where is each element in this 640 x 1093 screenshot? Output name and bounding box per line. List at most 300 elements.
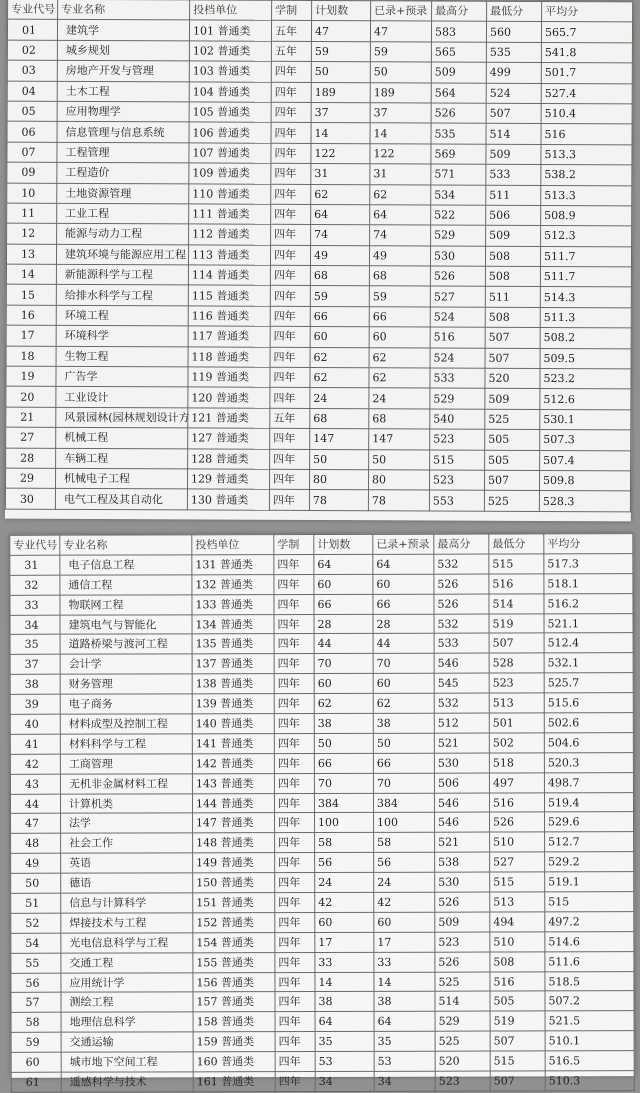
cell-program-length: 四年: [275, 952, 315, 972]
cell-admission-unit: 104 普通类: [189, 81, 271, 102]
cell-avg-score: 509.8: [539, 470, 630, 491]
table-row: [11, 1031, 634, 1053]
cell-min-score: 524: [486, 83, 541, 104]
header-program-length: 学制: [272, 0, 312, 21]
cell-admitted-count: 80: [368, 470, 429, 491]
cell-program-length: 四年: [275, 1052, 315, 1072]
table-row: [7, 183, 632, 206]
header-plan-count: 计划数: [314, 534, 373, 554]
header-avg-score: 平均分: [542, 1, 633, 22]
cell-major-name: 交通工程: [61, 953, 193, 973]
cell-major-code: 35: [10, 635, 60, 655]
cell-admitted-count: 59: [370, 42, 431, 63]
cell-program-length: 四年: [274, 554, 314, 574]
cell-major-code: 33: [10, 595, 60, 615]
cell-plan-count: 58: [315, 833, 374, 853]
cell-major-code: 12: [7, 223, 57, 244]
cell-max-score: 540: [430, 409, 485, 430]
table-row: [7, 81, 632, 104]
cell-program-length: 四年: [275, 1072, 315, 1092]
header-major-code: 专业代号: [10, 535, 60, 555]
cell-major-code: 55: [11, 953, 61, 973]
cell-major-name: 遥感科学与技术: [61, 1072, 193, 1092]
cell-plan-count: 59: [311, 41, 370, 62]
cell-program-length: 四年: [275, 1032, 315, 1052]
cell-admission-unit: 150 普通类: [193, 873, 275, 893]
table-row: [7, 223, 632, 246]
cell-min-score: 528: [489, 653, 544, 673]
cell-admitted-count: 31: [370, 164, 431, 185]
table-row: [6, 427, 631, 450]
cell-program-length: 四年: [271, 123, 311, 144]
cell-major-name: 工业设计: [56, 387, 188, 408]
table-row: [10, 633, 633, 655]
cell-avg-score: 508.9: [541, 205, 632, 226]
cell-max-score: 524: [430, 307, 485, 328]
cell-admission-unit: 155 普通类: [193, 952, 275, 972]
table-row: [11, 912, 634, 934]
table-row: [10, 772, 633, 794]
cell-program-length: 四年: [271, 204, 311, 225]
cell-min-score: 505: [490, 991, 545, 1011]
cell-max-score: 515: [430, 450, 485, 471]
cell-major-code: 21: [6, 407, 56, 428]
header-max-score: 最高分: [432, 1, 487, 22]
cell-max-score: 533: [430, 368, 485, 389]
cell-major-name: 生物工程: [56, 346, 188, 367]
cell-admitted-count: 68: [369, 409, 430, 430]
cell-min-score: 494: [490, 912, 545, 932]
cell-major-name: 道路桥梁与渡河工程: [60, 634, 192, 654]
cell-min-score: 513: [490, 892, 545, 912]
cell-min-score: 516: [489, 792, 544, 812]
cell-avg-score: 509.5: [540, 348, 631, 369]
cell-admission-unit: 137 普通类: [192, 654, 274, 674]
cell-program-length: 四年: [275, 912, 315, 932]
cell-max-score: 529: [435, 1011, 490, 1031]
cell-major-code: 03: [7, 60, 57, 81]
cell-plan-count: 42: [315, 892, 374, 912]
cell-admitted-count: 14: [370, 123, 431, 144]
cell-avg-score: 519.4: [544, 792, 633, 812]
cell-plan-count: 24: [310, 388, 369, 409]
cell-admission-unit: 110 普通类: [189, 183, 271, 204]
cell-avg-score: 521.5: [545, 1011, 634, 1031]
table-row: [6, 325, 631, 348]
cell-max-score: 509: [435, 912, 490, 932]
header-program-length: 学制: [274, 535, 314, 555]
cell-admitted-count: 49: [369, 245, 430, 266]
cell-program-length: 四年: [270, 245, 310, 266]
cell-admitted-count: 38: [373, 713, 434, 733]
cell-admission-unit: 130 普通类: [187, 489, 269, 510]
cell-major-name: 建筑学: [57, 20, 189, 41]
cell-min-score: 535: [486, 42, 541, 63]
table-row: [6, 285, 631, 308]
table-row: [11, 971, 634, 993]
cell-admitted-count: 56: [374, 852, 435, 872]
cell-max-score: 526: [435, 952, 490, 972]
cell-plan-count: 31: [311, 164, 370, 185]
header-major-name: 专业名称: [60, 535, 192, 555]
cell-plan-count: 62: [310, 347, 369, 368]
cell-max-score: 532: [434, 693, 489, 713]
cell-plan-count: 70: [314, 654, 373, 674]
cell-plan-count: 14: [311, 123, 370, 144]
cell-program-length: 四年: [275, 932, 315, 952]
table-row: [10, 573, 633, 595]
cell-major-code: 28: [6, 448, 56, 469]
cell-admission-unit: 114 普通类: [188, 265, 270, 286]
cell-admission-unit: 133 普通类: [192, 594, 274, 614]
cell-major-code: 29: [5, 468, 55, 489]
cell-admission-unit: 109 普通类: [189, 163, 271, 184]
admission-score-table-1: [5, 0, 633, 512]
cell-avg-score: 516: [541, 124, 632, 145]
cell-program-length: 四年: [269, 469, 309, 490]
cell-plan-count: 50: [310, 449, 369, 470]
cell-major-code: 44: [10, 794, 60, 814]
cell-admission-unit: 139 普通类: [192, 694, 274, 714]
cell-min-score: 507: [485, 327, 540, 348]
cell-admission-unit: 119 普通类: [188, 367, 270, 388]
cell-major-code: 54: [11, 933, 61, 953]
cell-admission-unit: 102 普通类: [189, 41, 271, 62]
cell-program-length: 四年: [274, 714, 314, 734]
cell-major-name: 光电信息科学与工程: [61, 933, 193, 953]
cell-plan-count: 70: [314, 773, 373, 793]
cell-avg-score: 497.2: [545, 912, 634, 932]
cell-avg-score: 511.6: [545, 951, 634, 971]
cell-max-score: 529: [431, 225, 486, 246]
cell-plan-count: 50: [311, 62, 370, 83]
cell-major-code: 01: [7, 20, 57, 41]
cell-avg-score: 504.6: [544, 733, 633, 753]
cell-major-name: 土木工程: [57, 81, 189, 102]
cell-max-score: 526: [434, 574, 489, 594]
cell-max-score: 514: [435, 992, 490, 1012]
cell-avg-score: 517.3: [544, 554, 633, 574]
cell-program-length: 四年: [274, 793, 314, 813]
cell-program-length: 四年: [270, 265, 310, 286]
cell-min-score: 509: [486, 226, 541, 247]
cell-admission-unit: 143 普通类: [192, 773, 274, 793]
cell-max-score: 524: [430, 348, 485, 369]
header-admitted-count: 已录+预录: [371, 1, 432, 22]
cell-program-length: 四年: [275, 972, 315, 992]
cell-avg-score: 502.6: [544, 713, 633, 733]
cell-max-score: 532: [434, 614, 489, 634]
header-min-score: 最低分: [489, 534, 544, 554]
cell-program-length: 四年: [270, 347, 310, 368]
cell-major-name: 工业工程: [57, 203, 189, 224]
cell-program-length: 五年: [271, 21, 311, 42]
cell-admission-unit: 112 普通类: [189, 224, 271, 245]
cell-admitted-count: 42: [374, 892, 435, 912]
cell-admission-unit: 129 普通类: [187, 469, 269, 490]
cell-major-name: 新能源科学与工程: [56, 264, 188, 285]
cell-avg-score: 538.2: [541, 165, 632, 186]
cell-avg-score: 530.1: [540, 409, 631, 430]
cell-major-name: 计算机类: [60, 793, 192, 813]
cell-min-score: 519: [489, 613, 544, 633]
admission-score-table-2: [9, 533, 634, 1093]
cell-major-code: 34: [10, 615, 60, 635]
cell-major-name: 城乡规划: [57, 40, 189, 61]
cell-plan-count: 34: [315, 1071, 374, 1091]
cell-min-score: 525: [484, 491, 539, 512]
cell-admitted-count: 100: [374, 813, 435, 833]
cell-major-code: 16: [6, 305, 56, 326]
cell-major-name: 应用统计学: [61, 972, 193, 992]
cell-major-code: 49: [11, 853, 61, 873]
table-row: [5, 468, 630, 491]
cell-admission-unit: 120 普通类: [188, 387, 270, 408]
cell-max-score: 523: [430, 429, 485, 450]
cell-max-score: 522: [431, 205, 486, 226]
cell-major-code: 27: [6, 427, 56, 448]
cell-max-score: 521: [435, 832, 490, 852]
cell-max-score: 546: [435, 813, 490, 833]
cell-program-length: 四年: [271, 184, 311, 205]
cell-plan-count: 189: [311, 82, 370, 103]
cell-major-code: 18: [6, 346, 56, 367]
cell-admitted-count: 64: [373, 554, 434, 574]
cell-plan-count: 35: [315, 1032, 374, 1052]
cell-plan-count: 49: [310, 245, 369, 266]
cell-max-score: 545: [434, 673, 489, 693]
header-admitted-count: 已录+预录: [373, 534, 434, 554]
cell-avg-score: 527.4: [541, 83, 632, 104]
cell-major-code: 47: [11, 814, 61, 834]
table-row: [10, 713, 633, 735]
cell-major-name: 交通运输: [61, 1032, 193, 1052]
table-row: [7, 101, 632, 124]
cell-min-score: 507: [484, 470, 539, 491]
table-row: [11, 1051, 634, 1073]
cell-avg-score: 515.6: [544, 693, 633, 713]
cell-admission-unit: 160 普通类: [193, 1052, 275, 1072]
cell-max-score: 538: [435, 852, 490, 872]
cell-admission-unit: 157 普通类: [193, 992, 275, 1012]
table-row: [10, 593, 633, 615]
header-admission-unit: 投档单位: [190, 0, 272, 21]
cell-avg-score: 511.3: [540, 307, 631, 328]
cell-major-name: 环境科学: [56, 326, 188, 347]
cell-admission-unit: 134 普通类: [192, 614, 274, 634]
cell-admitted-count: 34: [374, 1071, 435, 1091]
table-row: [7, 20, 632, 43]
cell-max-score: 532: [434, 554, 489, 574]
cell-avg-score: 501.7: [541, 63, 632, 84]
cell-admission-unit: 158 普通类: [193, 1012, 275, 1032]
cell-program-length: 四年: [270, 327, 310, 348]
cell-min-score: 506: [486, 205, 541, 226]
cell-min-score: 523: [489, 673, 544, 693]
cell-max-score: 523: [435, 1071, 490, 1091]
cell-min-score: 505: [485, 429, 540, 450]
header-plan-count: 计划数: [312, 0, 371, 21]
cell-min-score: 514: [489, 594, 544, 614]
table-row: [6, 448, 631, 471]
cell-admission-unit: 156 普通类: [193, 972, 275, 992]
cell-min-score: 508: [485, 266, 540, 287]
cell-major-code: 32: [10, 575, 60, 595]
cell-major-code: 43: [10, 774, 60, 794]
cell-plan-count: 100: [315, 813, 374, 833]
cell-admitted-count: 78: [368, 490, 429, 511]
cell-major-code: 14: [6, 264, 56, 285]
cell-plan-count: 56: [315, 853, 374, 873]
table-row: [11, 1011, 634, 1033]
cell-admission-unit: 141 普通类: [192, 734, 274, 754]
cell-plan-count: 50: [314, 733, 373, 753]
cell-major-name: 电气工程及其自动化: [55, 489, 187, 510]
cell-admission-unit: 128 普通类: [188, 449, 270, 470]
cell-max-score: 520: [435, 1051, 490, 1071]
cell-admitted-count: 70: [373, 773, 434, 793]
cell-avg-score: 565.7: [541, 22, 632, 43]
cell-avg-score: 516.5: [545, 1051, 634, 1071]
cell-plan-count: 64: [311, 204, 370, 225]
cell-admission-unit: 111 普通类: [189, 204, 271, 225]
cell-major-name: 机械工程: [56, 428, 188, 449]
table-row: [11, 931, 634, 953]
cell-admitted-count: 28: [373, 614, 434, 634]
cell-major-name: 焊接技术与工程: [61, 913, 193, 933]
cell-avg-score: 528.3: [539, 491, 630, 512]
cell-major-code: 02: [7, 40, 57, 61]
cell-major-code: 04: [7, 81, 57, 102]
cell-admission-unit: 159 普通类: [193, 1032, 275, 1052]
cell-plan-count: 74: [311, 225, 370, 246]
cell-program-length: 四年: [271, 225, 311, 246]
cell-plan-count: 62: [311, 184, 370, 205]
cell-avg-score: 518.5: [545, 971, 634, 991]
cell-admitted-count: 62: [369, 368, 430, 389]
cell-admission-unit: 152 普通类: [193, 913, 275, 933]
cell-major-name: 电子商务: [60, 694, 192, 714]
cell-admitted-count: 122: [370, 143, 431, 164]
cell-major-name: 给排水科学与工程: [56, 285, 188, 306]
cell-admission-unit: 147 普通类: [193, 813, 275, 833]
cell-program-length: 四年: [275, 853, 315, 873]
cell-max-score: 546: [434, 793, 489, 813]
cell-major-name: 社会工作: [61, 833, 193, 853]
header-max-score: 最高分: [434, 534, 489, 554]
cell-admitted-count: 147: [369, 429, 430, 450]
cell-major-name: 通信工程: [60, 575, 192, 595]
cell-admitted-count: 50: [373, 733, 434, 753]
cell-plan-count: 44: [314, 634, 373, 654]
cell-program-length: 五年: [271, 41, 311, 62]
cell-admission-unit: 116 普通类: [188, 306, 270, 327]
cell-avg-score: 507.4: [540, 450, 631, 471]
table-row: [11, 951, 634, 973]
cell-major-code: 40: [10, 714, 60, 734]
cell-plan-count: 62: [310, 367, 369, 388]
cell-admitted-count: 70: [373, 654, 434, 674]
cell-avg-score: 515: [545, 892, 634, 912]
cell-min-score: 509: [486, 144, 541, 165]
cell-avg-score: 541.8: [541, 42, 632, 63]
cell-max-score: 509: [431, 62, 486, 83]
cell-admitted-count: 37: [370, 103, 431, 124]
cell-admission-unit: 135 普通类: [192, 634, 274, 654]
cell-major-code: 37: [10, 655, 60, 675]
table-row: [6, 305, 631, 328]
cell-max-score: 530: [434, 753, 489, 773]
cell-program-length: 四年: [270, 428, 310, 449]
cell-major-name: 测绘工程: [61, 992, 193, 1012]
cell-plan-count: 147: [310, 429, 369, 450]
cell-admitted-count: 50: [369, 449, 430, 470]
cell-plan-count: 53: [315, 1052, 374, 1072]
cell-max-score: 533: [434, 634, 489, 654]
table-row: [11, 812, 634, 834]
cell-major-name: 环境工程: [56, 305, 188, 326]
cell-admitted-count: 14: [374, 972, 435, 992]
table-row: [11, 991, 634, 1013]
score-sheet-page-1: [5, 0, 633, 521]
cell-admitted-count: 64: [374, 1012, 435, 1032]
cell-program-length: 四年: [274, 594, 314, 614]
cell-admission-unit: 117 普通类: [188, 326, 270, 347]
header-min-score: 最低分: [487, 1, 542, 22]
cell-admitted-count: 44: [373, 634, 434, 654]
cell-min-score: 515: [489, 554, 544, 574]
cell-max-score: 583: [431, 21, 486, 42]
cell-plan-count: 62: [314, 693, 373, 713]
cell-major-name: 城市地下空间工程: [61, 1052, 193, 1072]
cell-admission-unit: 151 普通类: [193, 893, 275, 913]
cell-major-name: 信息管理与信息系统: [57, 122, 189, 143]
cell-major-name: 英语: [61, 853, 193, 873]
cell-min-score: 507: [486, 103, 541, 124]
cell-major-code: 48: [11, 834, 61, 854]
cell-admission-unit: 127 普通类: [188, 428, 270, 449]
cell-major-name: 电子信息工程: [60, 555, 192, 575]
cell-plan-count: 14: [315, 972, 374, 992]
cell-max-score: 523: [429, 470, 484, 491]
cell-admitted-count: 38: [374, 992, 435, 1012]
cell-min-score: 514: [486, 124, 541, 145]
cell-major-code: 30: [5, 489, 55, 510]
cell-admitted-count: 189: [370, 82, 431, 103]
cell-major-code: 60: [11, 1052, 61, 1072]
cell-plan-count: 78: [309, 490, 368, 511]
cell-plan-count: 68: [310, 408, 369, 429]
cell-plan-count: 384: [314, 793, 373, 813]
cell-major-name: 物联网工程: [60, 595, 192, 615]
cell-major-name: 广告学: [56, 366, 188, 387]
table-header-row: [8, 0, 633, 22]
table-row: [6, 346, 631, 369]
cell-program-length: 五年: [270, 408, 310, 429]
cell-program-length: 四年: [274, 753, 314, 773]
cell-plan-count: 33: [315, 952, 374, 972]
cell-program-length: 四年: [274, 674, 314, 694]
cell-admitted-count: 64: [370, 205, 431, 226]
cell-program-length: 四年: [271, 102, 311, 123]
cell-admitted-count: 62: [369, 347, 430, 368]
cell-min-score: 560: [486, 22, 541, 43]
cell-min-score: 508: [490, 952, 545, 972]
cell-avg-score: 507.2: [545, 991, 634, 1011]
cell-program-length: 四年: [270, 286, 310, 307]
table-row: [10, 693, 633, 715]
cell-max-score: 535: [431, 123, 486, 144]
